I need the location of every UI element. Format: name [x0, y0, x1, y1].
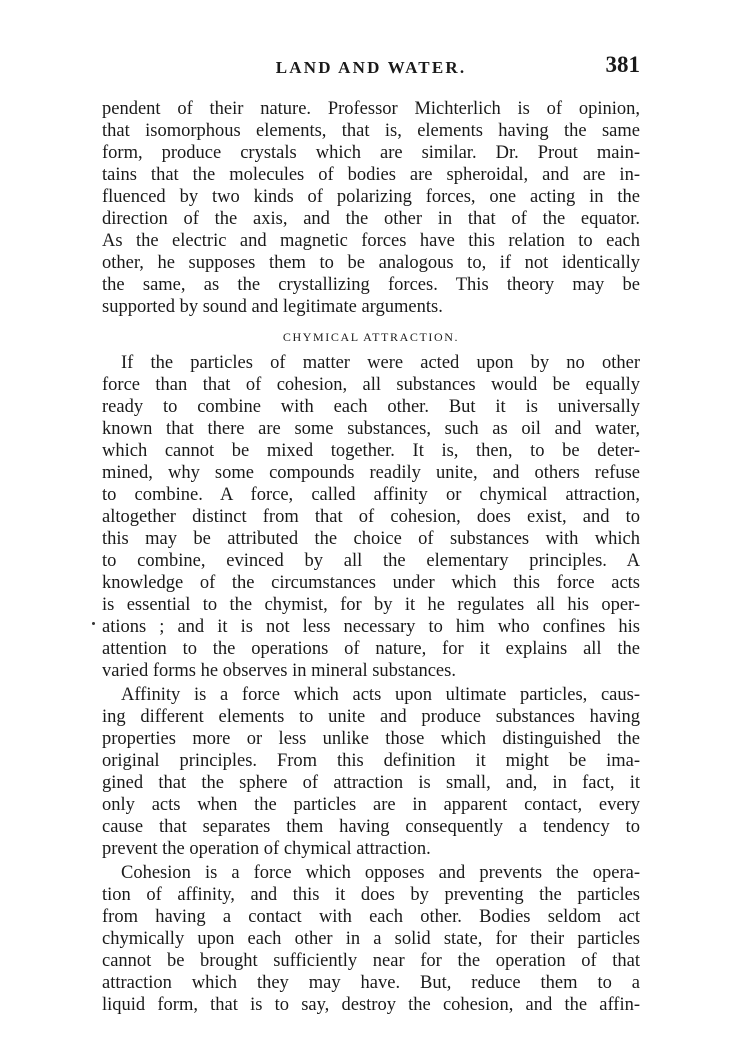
- text-line: properties more or less unlike those which distinguished the: [102, 729, 640, 749]
- text-line: that isomorphous elements, that is, elements having the same: [102, 121, 640, 141]
- running-title: LAND AND WATER.: [275, 58, 467, 77]
- page-number: 381: [605, 52, 640, 77]
- text-line: tains that the molecules of bodies are spheroidal, and are in-: [102, 165, 640, 185]
- text-line: If the particles of matter were acted upon by no other: [121, 353, 640, 373]
- text-line: to combine. A force, called affinity or chymical attraction,: [102, 485, 640, 505]
- section-heading: CHYMICAL ATTRACTION.: [282, 330, 460, 344]
- text-line: only acts when the particles are in apparent contact, every: [102, 795, 640, 815]
- running-head: [102, 52, 640, 88]
- ink-speck: [92, 622, 95, 625]
- text-line: direction of the axis, and the other in that of the equator.: [102, 209, 640, 229]
- text-line: altogether distinct from that of cohesion, does exist, and to: [102, 507, 640, 527]
- text-line: gined that the sphere of attraction is small, and, in fact, it: [102, 773, 640, 793]
- text-line: knowledge of the circumstances under which this force acts: [102, 573, 640, 593]
- text-line: which cannot be mixed together. It is, then, to be deter-: [102, 441, 640, 461]
- text-line: prevent the operation of chymical attraction.: [102, 839, 431, 859]
- text-line: form, produce crystals which are similar. Dr. Prout main-: [102, 143, 640, 163]
- text-line: attention to the operations of nature, for it explains all the: [102, 639, 640, 659]
- text-line: pendent of their nature. Professor Michterlich is of opinion,: [102, 99, 640, 119]
- text-line: supported by sound and legitimate arguments.: [102, 297, 443, 317]
- text-line: from having a contact with each other. Bodies seldom act: [102, 907, 640, 927]
- text-line: cannot be brought sufficiently near for the operation of that: [102, 951, 640, 971]
- text-line: force than that of cohesion, all substances would be equally: [102, 375, 640, 395]
- text-line: original principles. From this definition it might be ima-: [102, 751, 640, 771]
- text-line: chymically upon each other in a solid state, for their particles: [102, 929, 640, 949]
- text-line: is essential to the chymist, for by it he regulates all his oper-: [102, 595, 640, 615]
- text-line: to combine, evinced by all the elementary principles. A: [102, 551, 640, 571]
- text-line: other, he supposes them to be analogous to, if not identically: [102, 253, 640, 273]
- text-line: the same, as the crystallizing forces. This theory may be: [102, 275, 640, 295]
- text-line: known that there are some substances, such as oil and water,: [102, 419, 640, 439]
- text-line: varied forms he observes in mineral substances.: [102, 661, 456, 681]
- text-line: this may be attributed the choice of substances with which: [102, 529, 640, 549]
- text-line: ations ; and it is not less necessary to him who confines his: [102, 617, 640, 637]
- text-line: tion of affinity, and this it does by preventing the particles: [102, 885, 640, 905]
- text-line: ready to combine with each other. But it is universally: [102, 397, 640, 417]
- text-line: mined, why some compounds readily unite, and others refuse: [102, 463, 640, 483]
- text-line: liquid form, that is to say, destroy the cohesion, and the affin-: [102, 995, 640, 1015]
- text-line: attraction which they may have. But, reduce them to a: [102, 973, 640, 993]
- text-line: cause that separates them having consequently a tendency to: [102, 817, 640, 837]
- text-line: ing different elements to unite and produce substances having: [102, 707, 640, 727]
- text-line: As the electric and magnetic forces have this relation to each: [102, 231, 640, 251]
- text-line: Affinity is a force which acts upon ultimate particles, caus-: [121, 685, 640, 705]
- text-line: fluenced by two kinds of polarizing forces, one acting in the: [102, 187, 640, 207]
- text-line: Cohesion is a force which opposes and prevents the opera-: [121, 863, 640, 883]
